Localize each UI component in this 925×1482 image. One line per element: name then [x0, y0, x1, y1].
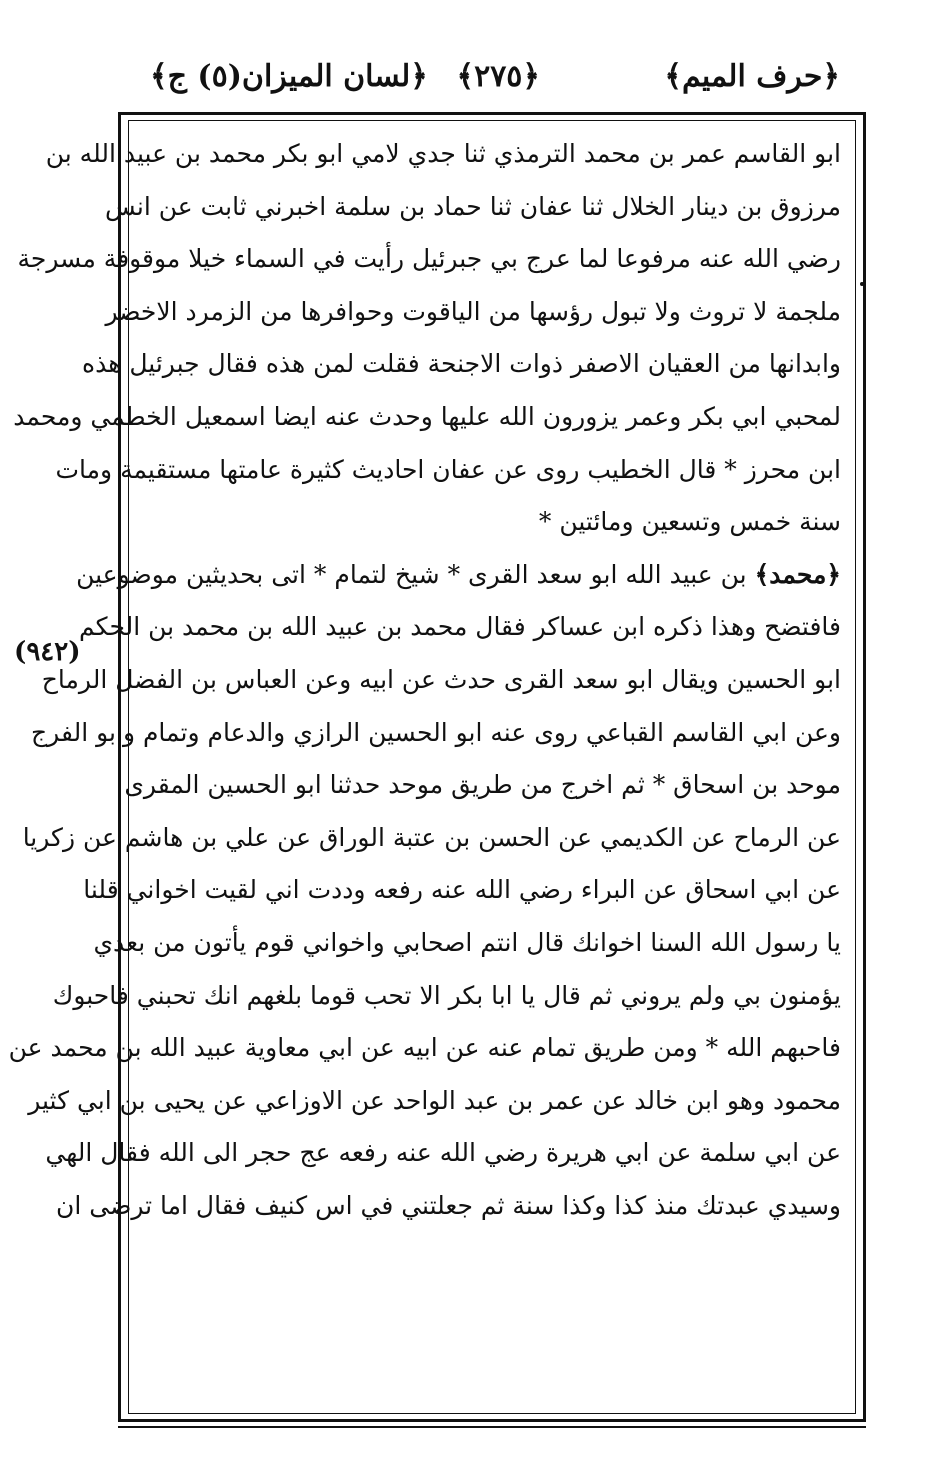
- text-line: يؤمنون بي ولم يروني ثم قال يا ابا بكر الا تحب قوما بلغهم انك تحبني فاحبوك: [52, 980, 841, 1010]
- running-header: [150, 52, 840, 102]
- text-line: وعن ابي القاسم القباعي روى عنه ابو الحسين الرازي والدعام وتمام وابو الفرج: [31, 717, 841, 747]
- text-line: محمود وهو ابن خالد عن عمر بن عبد الواحد عن الاوزاعي عن يحيى بن ابي كثير: [28, 1085, 841, 1115]
- entry-first-line-text: بن عبيد الله ابو سعد القرى * شيخ لتمام * اتى بحديثين موضوعين: [76, 559, 747, 589]
- entry-number: (٩٤٢): [14, 637, 81, 667]
- text-line: لمحبي ابي بكر وعمر يزورون الله عليها وحدث عنه ايضا اسمعيل الخطمي ومحمد: [13, 401, 841, 431]
- text-line: عن ابي اسحاق عن البراء رضي الله عنه رفعه وددت اني لقيت اخواني قلنا: [83, 875, 841, 905]
- text-line: ملجمة لا تروث ولا تبول رؤسها من الياقوت وحوافرها من الزمرد الاخضر: [105, 296, 841, 326]
- section-title: ﴿حرف الميم﴾: [664, 59, 840, 94]
- text-line: يا رسول الله السنا اخوانك قال انتم اصحابي واخواني قوم يأتون من بعدي: [93, 927, 841, 957]
- frame-bottom-rule: [118, 1426, 866, 1428]
- page-number: ﴿٢٧٥﴾: [456, 59, 540, 94]
- text-line: سنة خمس وتسعين ومائتين *: [538, 507, 841, 537]
- text-line: فافتضح وهذا ذكره ابن عساكر فقال محمد بن عبيد الله بن محمد بن الحكم: [79, 612, 841, 642]
- text-line: عن ابي سلمة عن ابي هريرة رضي الله عنه رفعه عج حجر الى الله فقال الهي: [45, 1138, 841, 1168]
- text-line: ابن محرز * قال الخطيب روى عن عفان احاديث كثيرة عامتها مستقيمة ومات: [55, 454, 841, 484]
- text-line: ابو القاسم عمر بن محمد الترمذي ثنا جدي لامي ابو بكر محمد بن عبيد الله بن: [45, 139, 841, 168]
- text-line: مرزوق بن دينار الخلال ثنا عفان ثنا حماد بن سلمة اخبرني ثابت عن انس: [105, 191, 841, 221]
- entry-first-line: [76, 549, 841, 602]
- book-title: ﴿لسان الميزان(٥) ج﴾: [150, 59, 428, 94]
- text-line: موحد بن اسحاق * ثم اخرج من طريق موحد حدثنا ابو الحسين المقرى: [124, 770, 841, 800]
- text-line: عن الرماح عن الكديمي عن الحسن بن عتبة الوراق عن علي بن هاشم عن زكريا: [22, 822, 841, 852]
- text-line: فاحبهم الله * ومن طريق تمام عنه عن ابيه عن ابي معاوية عبيد الله بن محمد عن: [8, 1033, 841, 1063]
- text-line: وسيدي عبدتك منذ كذا وكذا سنة ثم جعلتني في اس كنيف فقال اما ترضى ان: [56, 1190, 841, 1220]
- text-line: ابو الحسين ويقال ابو سعد القرى حدث عن ابيه وعن العباس بن الفضل الرماح: [41, 664, 841, 694]
- margin-mark: [860, 282, 864, 286]
- text-line: رضي الله عنه مرفوعا لما عرج بي جبرئيل رأيت في السماء خيلا موقوفة مسرجة: [17, 244, 841, 274]
- text-line: وابدانها من العقيان الاصفر ذوات الاجنحة فقلت لمن هذه فقال جبرئيل هذه: [81, 349, 841, 379]
- entry-name: ﴿محمد﴾: [754, 559, 841, 589]
